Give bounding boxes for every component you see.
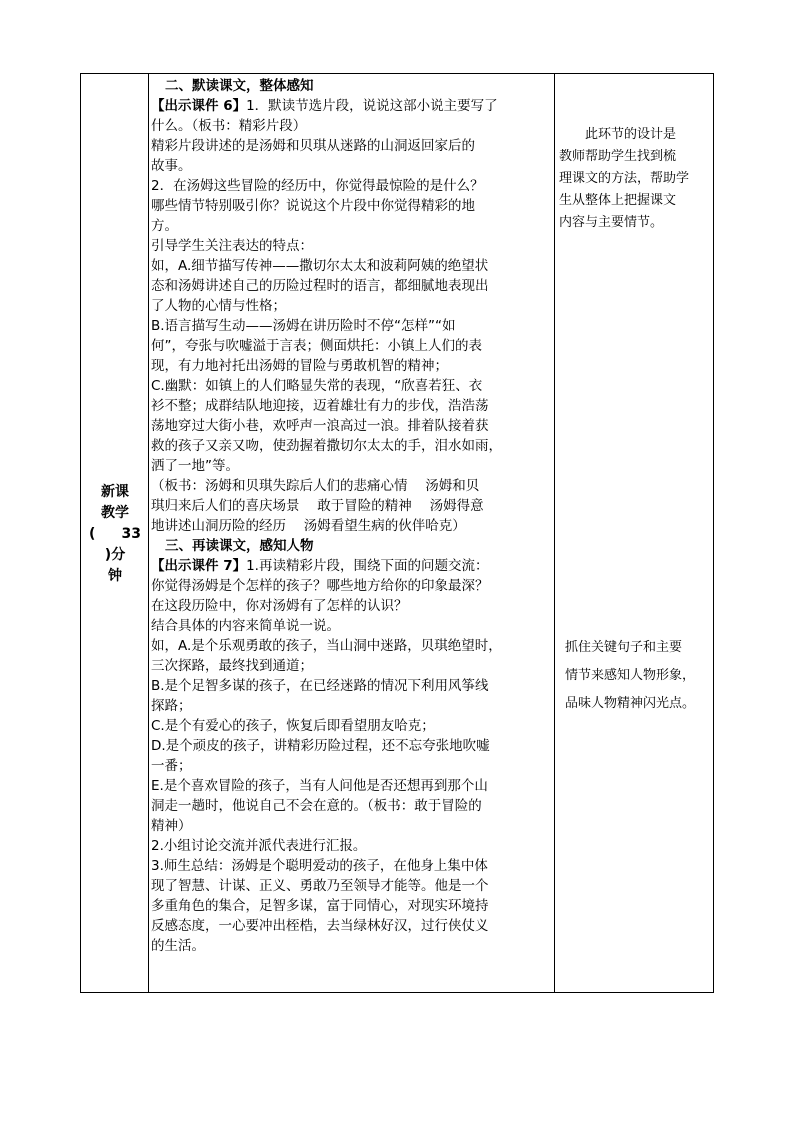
paren-open: ( (89, 526, 96, 542)
s2-line: 故事。 (151, 158, 192, 174)
s2-line: 现，有力地衬托出汤姆的冒险与勇敢机智的精神； (151, 358, 448, 374)
stage-column (81, 74, 148, 992)
s2-line: 了人物的心情与性格； (151, 298, 286, 314)
s2-line: 引导学生关注表达的特点： (151, 238, 313, 254)
s2-line: 救的孩子又亲又吻，使劲握着撒切尔太太的手，泪水如雨， (151, 438, 502, 454)
s2-line: 精彩片段讲述的是汤姆和贝琪从迷路的山洞返回家后的 (151, 138, 475, 154)
s3-line: 的生活。 (151, 938, 205, 954)
s3-line: D.是个顽皮的孩子，讲精彩历险过程，还不忘夸张地吹嘘 (151, 738, 490, 754)
note2-line: 品味人物精神闪光点。 (565, 696, 696, 711)
s2-line: 琪归来后人们的喜庆场景 敢于冒险的精神 汤姆得意 (151, 498, 484, 514)
s3-line: 多重角色的集合，足智多谋，富于同情心，对现实环境持 (151, 898, 489, 914)
courseware-tag-6: 【出示课件 6】 (151, 98, 247, 114)
s3-line: 2.小组讨论交流并派代表进行汇报。 (151, 838, 367, 854)
s2-line: 哪些情节特别吸引你？说说这个片段中你觉得精彩的地 (151, 198, 475, 214)
s3-line: 结合具体的内容来简单说一说。 (151, 618, 340, 634)
stage-label (87, 482, 143, 587)
content-column (151, 76, 554, 956)
s3-line: 3.师生总结：汤姆是个聪明爱动的孩子，在他身上集中体 (151, 858, 488, 874)
s2-line: 2．在汤姆这些冒险的经历中，你觉得最惊险的是什么？ (151, 178, 484, 194)
s3-line: 如，A.是个乐观勇敢的孩子，当山洞中迷路，贝琪绝望时， (151, 638, 502, 654)
s3-line: 反感态度，一心要冲出桎梏，去当绿林好汉，过行侠仗义 (151, 918, 489, 934)
stage-label-line1: 新课 (101, 484, 129, 500)
s3-line: 三次探路，最终找到通道； (151, 658, 313, 674)
s2-line: 洒了一地”等。 (151, 458, 239, 474)
s2-line: 如，A.细节描写传神——撒切尔太太和波莉阿姨的绝望状 (151, 258, 489, 274)
s2-line-0 (151, 96, 554, 116)
s2-line: （板书：汤姆和贝琪失踪后人们的悲痛心情 汤姆和贝 (151, 478, 480, 494)
s3-line: 洞走一趟时，他说自己不会在意的。（板书：敢于冒险的 (151, 798, 482, 814)
lesson-plan-table (80, 73, 714, 993)
s2-line: 地讲述山洞历险的经历 汤姆看望生病的伙伴哈克） (151, 518, 466, 534)
s3-line: 在这段历险中，你对汤姆有了怎样的认识？ (151, 598, 408, 614)
section2-title: 二、默读课文，整体感知 (165, 78, 314, 94)
s2-line: 何”，夸张与吹嘘溢于言表；侧面烘托：小镇上人们的表 (151, 338, 482, 354)
note1-line: 教师帮助学生找到梳 (559, 149, 677, 164)
duration-minutes: 33 (121, 526, 141, 542)
courseware-tag-7: 【出示课件 7】 (151, 558, 247, 574)
note1-line: 此环节的设计是 (585, 127, 677, 142)
note2-line: 抓住关键句子和主要 (565, 640, 683, 655)
design-note-1 (559, 124, 713, 234)
s2-line: 衫不整；成群结队地迎接，迈着雄壮有力的步伐，浩浩荡 (151, 398, 489, 414)
s2-line-0-text: 1．默读节选片段，说说这部小说主要写了 (246, 98, 498, 114)
note2-line: 情节来感知人物形象， (565, 668, 696, 683)
s2-line: C.幽默：如镇上的人们略显失常的表现，“欣喜若狂、衣 (151, 378, 483, 394)
s2-line: 什么。（板书：精彩片段） (151, 118, 307, 134)
s3-line-0 (151, 556, 554, 576)
s3-line: 现了智慧、计谋、正义、勇敢乃至领导才能等。他是一个 (151, 878, 489, 894)
s3-line-0-text: 1.再读精彩片段，围绕下面的问题交流： (246, 558, 489, 574)
column-divider-left (148, 74, 149, 992)
s3-line: B.是个足智多谋的孩子，在已经迷路的情况下利用风筝线 (151, 678, 489, 694)
s3-line: 探路； (151, 698, 192, 714)
note1-line: 理课文的方法，帮助学 (559, 171, 690, 186)
stage-label-line4: 钟 (108, 568, 122, 584)
s2-line: 态和汤姆讲述自己的历险过程时的语言，都细腻地表现出 (151, 278, 489, 294)
paren-close: )分 (104, 547, 126, 563)
design-note-2 (559, 634, 713, 718)
s3-line: E.是个喜欢冒险的孩子，当有人问他是否还想再到那个山 (151, 778, 488, 794)
note1-line: 内容与主要情节。 (559, 215, 664, 230)
stage-label-line2: 教学 (101, 505, 129, 521)
s3-line: C.是个有爱心的孩子，恢复后即看望朋友哈克； (151, 718, 435, 734)
column-divider-right (554, 74, 555, 992)
s3-line: 你觉得汤姆是个怎样的孩子？哪些地方给你的印象最深？ (151, 578, 489, 594)
s3-line: 精神） (151, 818, 192, 834)
stage-duration (87, 524, 143, 545)
s2-line: 荡地穿过大街小巷，欢呼声一浪高过一浪。排着队接着获 (151, 418, 489, 434)
s2-line: B.语言描写生动——汤姆在讲历险时不停“怎样”“如 (151, 318, 456, 334)
s2-line: 方。 (151, 218, 178, 234)
s3-line: 一番； (151, 758, 192, 774)
note1-line: 生从整体上把握课文 (559, 193, 677, 208)
section3-title: 三、再读课文，感知人物 (165, 538, 314, 554)
